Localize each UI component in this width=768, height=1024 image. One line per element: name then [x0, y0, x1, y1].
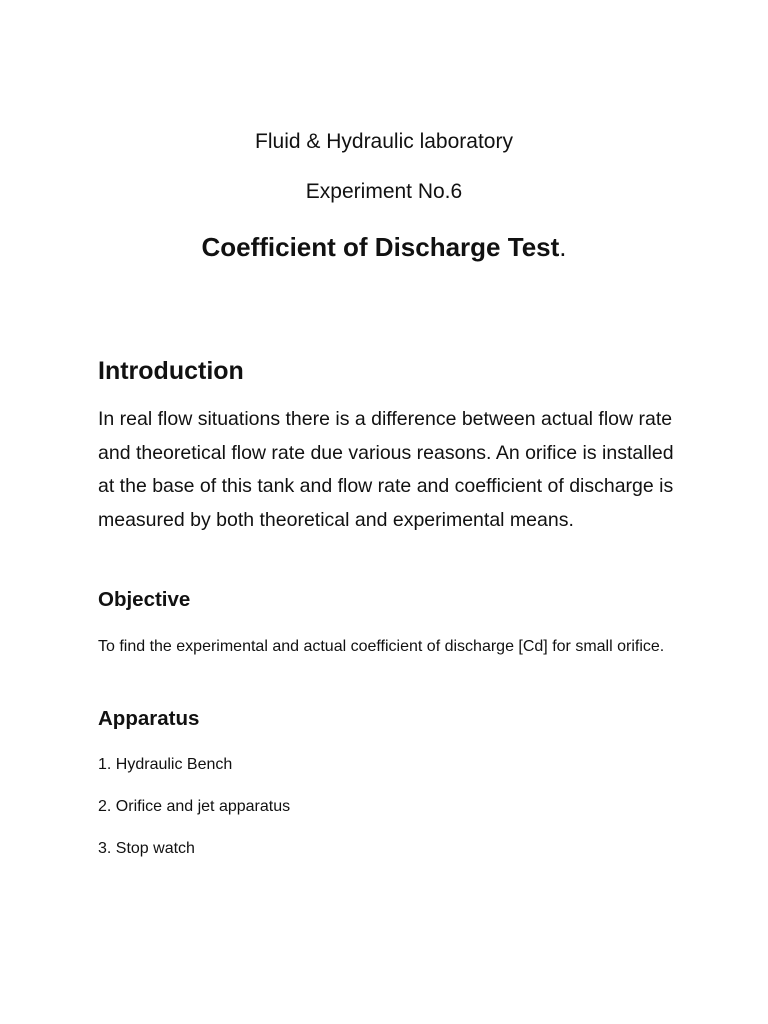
apparatus-item: 3. Stop watch: [98, 840, 195, 857]
objective-heading: Objective: [98, 588, 191, 611]
introduction-heading: Introduction: [98, 357, 244, 385]
lab-name: Fluid & Hydraulic laboratory: [255, 130, 513, 153]
apparatus-item: 2. Orifice and jet apparatus: [98, 798, 291, 815]
document-title-suffix: .: [559, 232, 567, 262]
apparatus-heading: Apparatus: [98, 707, 200, 730]
apparatus-item: 1. Hydraulic Bench: [98, 756, 233, 773]
document-title-text: Coefficient of Discharge Test: [201, 232, 560, 262]
document-title: [0, 229, 768, 265]
introduction-text: In real flow situations there is a difference between actual flow rate and theoretical flow rate due various reasons. An orifice is installed at the base of this tank and flow rate and coefficient of discharge is measured by both theoretical and experimental means.: [98, 408, 674, 531]
objective-text: To find the experimental and actual coefficient of discharge [Cd] for small orifice.: [98, 638, 665, 655]
experiment-number: Experiment No.6: [305, 180, 463, 203]
